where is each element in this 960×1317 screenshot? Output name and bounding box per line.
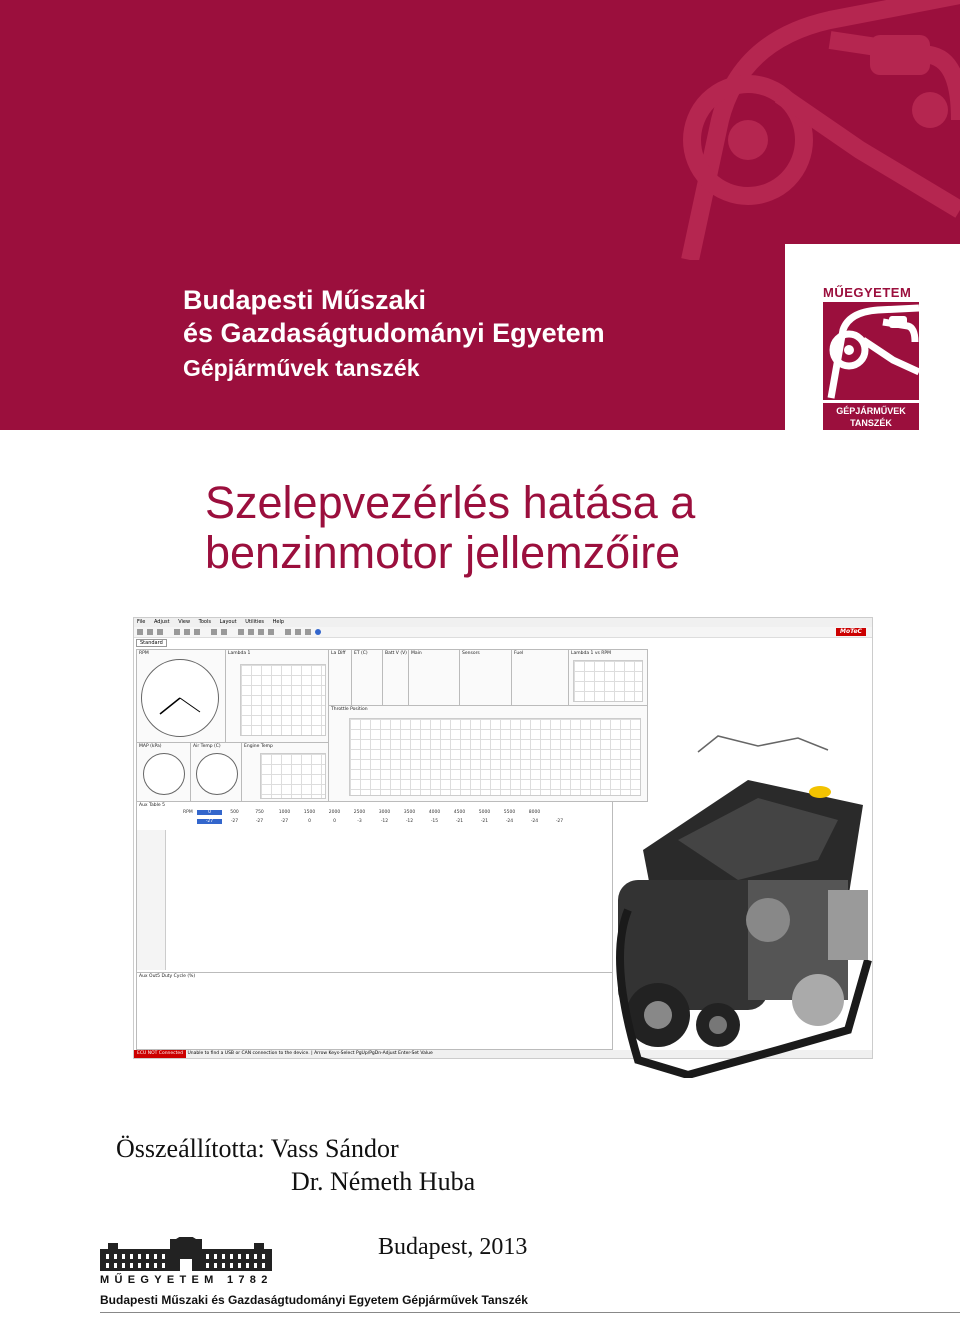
compiled-by: Összeállította: Vass Sándor: [116, 1134, 399, 1163]
university-building-icon: [100, 1237, 272, 1271]
lambda-vs-rpm-graph: [573, 660, 643, 702]
menu-view: View: [178, 619, 191, 625]
lambda1-graph: [240, 664, 326, 736]
lambda1-panel: [225, 649, 329, 743]
table-cell: -24: [530, 819, 539, 824]
toolbar-icon: [157, 629, 163, 635]
batt-label: Batt V (V): [385, 651, 407, 656]
table-cell: -27: [197, 819, 222, 824]
toolbar-icon: [137, 629, 143, 635]
title-line1: Szelepvezérlés hatása a: [205, 477, 696, 528]
university-line1: Budapesti Műszaki: [183, 285, 427, 315]
table-cell: 0: [308, 819, 311, 824]
university-line2: és Gazdaságtudományi Egyetem: [183, 318, 605, 348]
table-cell: -12: [405, 819, 414, 824]
toolbar: [134, 627, 872, 638]
toolbar-icon: [194, 629, 200, 635]
menu-tools: Tools: [198, 619, 211, 625]
document-title: [205, 478, 695, 578]
toolbar-icon: [238, 629, 244, 635]
aux-table-label: Aux Table 5: [139, 803, 165, 808]
footer-text: Budapesti Műszaki és Gazdaságtudományi Egyetem Gépjárművek Tanszék: [100, 1293, 528, 1307]
logo-subtitle-line2: TANSZÉK: [850, 418, 892, 428]
logo-title: MŰEGYETEM: [823, 285, 912, 300]
table-cell: 500: [230, 810, 239, 815]
table-cell: -3: [357, 819, 362, 824]
map-label: MAP (kPa): [139, 744, 162, 749]
tab-standard: Standard: [136, 639, 167, 647]
toolbar-icon: [268, 629, 274, 635]
toolbar-icon: [258, 629, 264, 635]
table-cell: 4000: [428, 810, 441, 815]
sensors-label: Sensors: [462, 651, 480, 656]
rpm-panel: [136, 649, 226, 743]
second-author: Dr. Németh Huba: [291, 1167, 476, 1196]
table-cell: -27: [555, 819, 564, 824]
toolbar-icon: [184, 629, 190, 635]
map-panel: [136, 742, 191, 802]
sensors-panel: [459, 649, 512, 706]
air-temp-label: Air Temp (C): [193, 744, 221, 749]
aux-duty-panel: [136, 972, 613, 1050]
main-label: Main: [411, 651, 422, 656]
logo-car-icon: [823, 302, 919, 400]
lambda-vs-rpm-panel: [568, 649, 648, 706]
toolbar-icon: [221, 629, 227, 635]
toolbar-icon: [285, 629, 291, 635]
table-cell: -21: [455, 819, 464, 824]
table-side-column: [137, 830, 166, 970]
et-panel: [351, 649, 383, 706]
motec-logo: MoTeC: [836, 628, 866, 636]
department-name: Gépjárművek tanszék: [183, 355, 420, 381]
table-cell: 750: [255, 810, 264, 815]
footer-rule: [100, 1312, 960, 1313]
car-illustration-icon: [630, 0, 960, 260]
table-cell: -27: [280, 819, 289, 824]
lambda-diff-panel: [328, 649, 352, 706]
menu-file: File: [137, 619, 146, 625]
table-cell: -21: [480, 819, 489, 824]
muegyetem-seal-text: MŰEGYETEM 1782: [100, 1274, 273, 1286]
toolbar-icon: [174, 629, 180, 635]
menu-layout: Layout: [219, 619, 237, 625]
table-cell: -12: [380, 819, 389, 824]
table-rpm-header-label: RPM: [183, 810, 193, 815]
table-cell: -27: [255, 819, 264, 824]
table-cell: -24: [505, 819, 514, 824]
toolbar-icon: [147, 629, 153, 635]
lambda-vs-rpm-label: Lambda 1 vs RPM: [571, 651, 612, 656]
table-cell: 3500: [403, 810, 416, 815]
table-cell: 1000: [278, 810, 291, 815]
logo-subtitle-line1: GÉPJÁRMŰVEK: [836, 406, 906, 416]
table-cell: 8000: [528, 810, 541, 815]
rpm-panel-label: RPM: [139, 651, 149, 656]
map-gauge: [143, 753, 185, 795]
fuel-label: Fuel: [514, 651, 524, 656]
toolbar-icon: [305, 629, 311, 635]
batt-panel: [382, 649, 409, 706]
engine-temp-label: Engine Temp: [244, 744, 273, 749]
rpm-gauge: [141, 659, 219, 737]
menu-help: Help: [272, 619, 285, 625]
engine-temp-panel: [241, 742, 329, 802]
aux-table-panel: [136, 801, 613, 973]
menu-adjust: Adjust: [153, 619, 170, 625]
table-cell: 3000: [378, 810, 391, 815]
engine-temp-graph: [260, 753, 326, 799]
status-text: Unable to find a USB or CAN connection to the device. | Arrow Keys-Select PgUp/PgDn-Adjust Enter-Set Value: [187, 1051, 433, 1056]
rpm-gauge-needle-icon: [142, 660, 218, 736]
et-label: ET (C): [354, 651, 368, 656]
status-error: ECU NOT Connected: [134, 1050, 186, 1058]
help-icon: [315, 629, 321, 635]
toolbar-icon: [211, 629, 217, 635]
lambda1-panel-label: Lambda 1: [228, 651, 251, 656]
air-temp-gauge: [196, 753, 238, 795]
logo-subtitle: [823, 403, 919, 430]
main-panel: [408, 649, 460, 706]
table-cell: 5500: [503, 810, 516, 815]
table-cell: 1500: [303, 810, 316, 815]
throttle-label: Throttle Position: [331, 707, 368, 712]
engine-illustration-icon: [598, 730, 876, 1078]
table-cell: 2500: [353, 810, 366, 815]
aux-duty-label: Aux Out5 Duty Cycle (%): [139, 974, 196, 979]
menu-utilities: Utilities: [245, 619, 265, 625]
lambda-diff-label: La Diff: [331, 651, 346, 656]
table-cell: 2000: [328, 810, 341, 815]
toolbar-icon: [295, 629, 301, 635]
table-cell: 4500: [453, 810, 466, 815]
table-cell: 0: [333, 819, 336, 824]
title-line2: benzinmotor jellemzőire: [205, 527, 681, 578]
toolbar-icon: [248, 629, 254, 635]
authors: [116, 1132, 475, 1198]
university-name: [183, 284, 605, 385]
table-row: [197, 810, 547, 815]
table-cell: -15: [430, 819, 439, 824]
menu-bar: [134, 618, 872, 627]
table-row: [197, 819, 572, 824]
table-cell: -27: [230, 819, 239, 824]
air-temp-panel: [190, 742, 242, 802]
table-cell: 0: [197, 810, 222, 815]
place-year: Budapest, 2013: [378, 1234, 528, 1260]
fuel-panel: [511, 649, 569, 706]
table-cell: 5000: [478, 810, 491, 815]
